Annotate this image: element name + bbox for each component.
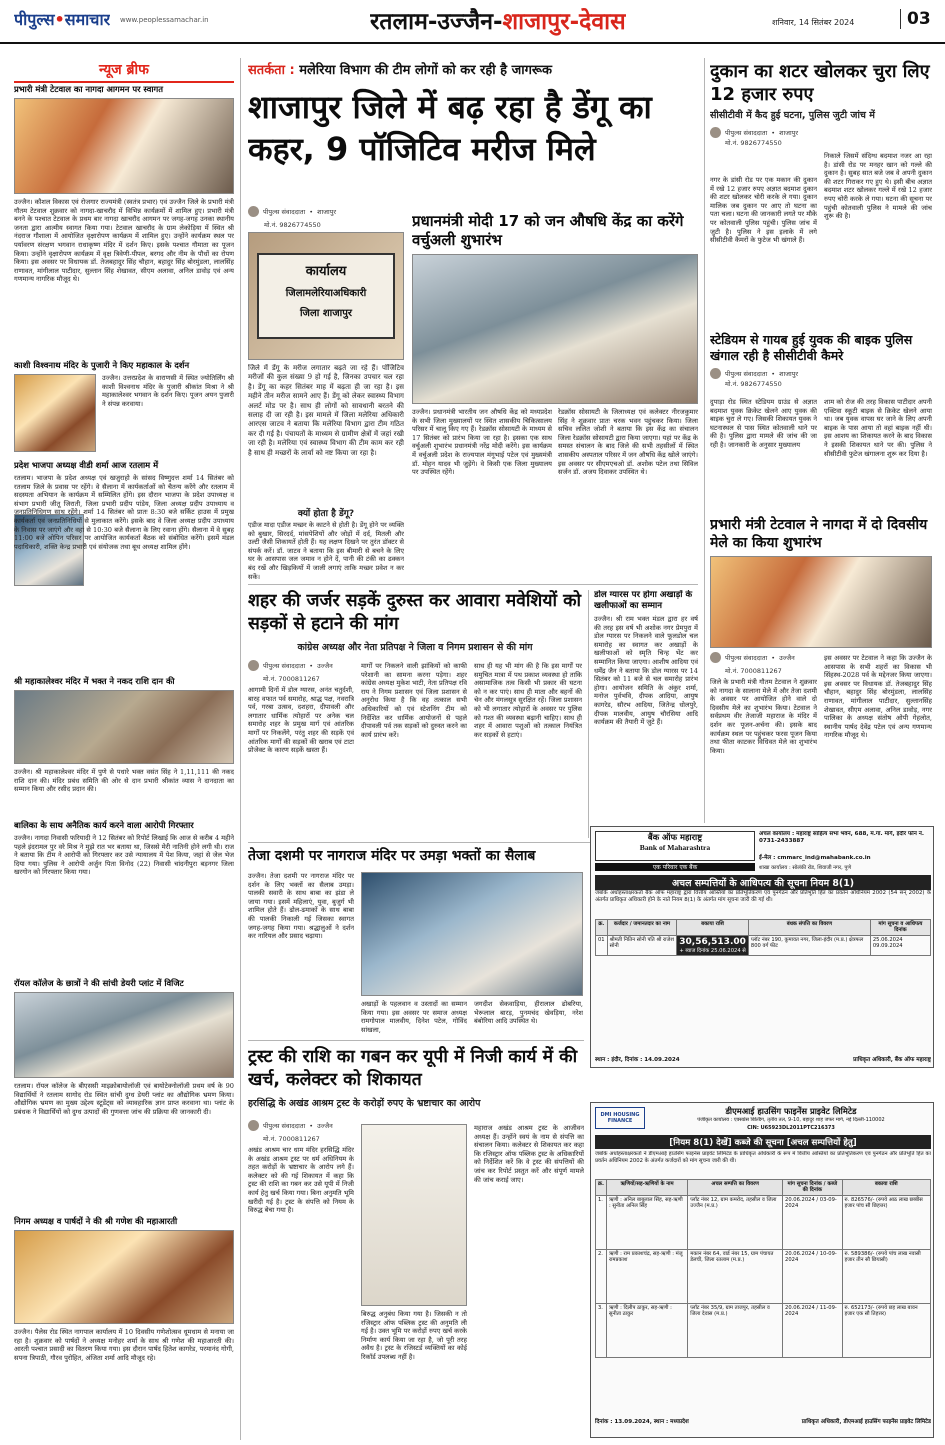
brand-right: समाचार [64,10,111,29]
brief-title: रॉयल कॉलेज के छात्रों ने की सांची डेयरी प्लांट में विजिट [14,978,184,988]
masthead [0,0,945,44]
byline-place: उज्जैन [317,1122,333,1130]
byline-name: पीपुल्स संवाददाता [263,1122,306,1130]
byline-name: पीपुल्स संवाददाता [725,129,768,137]
bank-branch: शाखा कार्यालय : सोलंकी रोड, शिवाजी नगर, पुणे [759,865,852,871]
dmi-footer: दिनांक : 13.09.2024, स्थान : मध्यप्रदेश [595,1419,689,1425]
dmi-row-no: 1. [596,1195,607,1249]
shop-headline[interactable]: दुकान का शटर खोलकर चुरा लिए 12 हजार रुपए [710,61,930,105]
dmi-table-wrap [595,1179,931,1358]
dmi-col-amount: बकाया राशि [842,1180,930,1196]
mela-byline: पीपुल्स संवाददाता • उज्जैन [710,652,795,663]
brief-item [14,1216,234,1440]
roads-byline: पीपुल्स संवाददाता • उज्जैन [248,660,333,671]
shop-col2: निकाले जिसमें संदिग्ध बदमाश नजर आ रहा है। डांसी रोड पर मनहर खान को गल्ले की दुकान है। सुबह सात बजे जब वे अपनी दुकान की शटर गिराकर गए हुए थे। इसी बीच अज्ञात बदमाश शटर खोलकर गल्ले में रखे 12 हजार रुपए चोरी करके ले गया। घटना की सूचना पर पहुंची कोतवाली पुलिस ने मामले की जांच शुरू की है। [824,152,932,221]
bank-name-en: Bank of Maharashtra [639,843,711,852]
bank-col-property: बंधक संपत्ति का विवरण [748,920,870,936]
office-sign-line1: कार्यालय [305,264,347,279]
dengue-info-box [248,506,404,580]
office-sign-photo [248,232,404,360]
bike-col2: शाम को रोज की तरह विकास पाटीदार अपनी एक्टिवा स्कूटी बाइक से क्रिकेट खेलने आया था। जब युवक वापस घर जाने के लिए अपनी बाइक के पास आया तो वहां बाइक नहीं थी। इस आशय का शिकायत करने के बाद विकास ने इसकी शिकायत थाने पर की। पुलिस ने सीसीटीवी फुटेज खंगालना शुरू कर दिया है। [824,398,932,458]
brief-heading: न्यूज ब्रीफ [14,60,234,83]
roads-story [248,590,582,840]
dmi-notice-title: [नियम 8(1) देखें] कब्जे की सूचना [अचल सम्पत्तियों हेतु] [595,1135,931,1149]
brand-left: पीपुल्स [14,10,55,29]
lead-mobile: मो.नं. 9826774550 [264,221,321,229]
bank-notice-title: अचल सम्पत्तियों के आधिपत्य की सूचना नियम 8(1) [595,875,931,890]
office-sign-line2: जिलामलेरियाअधिकारी [285,288,367,299]
page-number: 03 [900,9,931,29]
mela-photo [710,556,932,648]
modi-col1: उज्जैन। प्रधानमंत्री भारतीय जन औषधि केंद्र को मध्यप्रदेश के सभी जिला मुख्यालयों पर स्थित शासकीय चिकित्सालय परिसर में चालू किए गए हैं। रेडक्रॉस सोसायटी के माध्यम से 17 सितंबर को प्रारंभ किया जा रहा है। इसका एक साथ वर्चुअली शुभारंभ प्रधानमंत्री नरेंद्र मोदी करेंगे। इस कार्यक्रम में वर्चुअली प्रदेश के राज्यपाल मंगूभाई पटेल एवं मुख्यमंत्री डॉ. मोहन यादव भी जुड़ेंगे। वे किसी एक जिला मुख्यालय पर उपस्थित रहेंगे। [412,408,552,477]
kicker-text: मलेरिया विभाग की टीम लोगों को कर रही है जागरूक [299,63,553,78]
brief-item [14,84,234,352]
lead-body: जिले में डेंगू के मरीज लगातार बढ़ते जा रहे हैं। पॉजिटिव मरीजों की कुल संख्या 9 हो गई है, जिनका उपचार चल रहा है। डेंगू का कहर सितंबर माह में बढ़ता ही जा रहा है। इस महीने तीन मरीज सामने आए हैं। डेंगू को लेकर स्वास्थ्य विभाग अलर्ट मोड पर है। साथ ही लोगों को सावधानी बरतने की सलाह दी जा रही है। इस मामले में जिला मलेरिया अधिकारी आरएस जाटव ने बताया कि मलेरिया विभाग द्वारा टीम गठित कर दी गई है। पंचायतों के माध्यम से ग्रामीण क्षेत्रों में जहां रखी जा रही है। मलेरिया एवं स्वास्थ्य विभाग की टीम काम कर रही है साथ ही मच्छरों के लार्वा को नष्ट किया जा रहा है। [248,364,404,457]
brief-photo-college [14,992,234,1078]
dmi-row-property: मकान नंबर 64, वार्ड नंबर 15, ग्राम पंचायत डेलची, जिला रतलाम (म.प्र.) [688,1249,783,1303]
dmi-row-no: 2. [596,1249,607,1303]
bank-table-wrap [595,919,931,956]
column-divider [704,58,705,823]
section-title-accent: शाजापुर-देवास [502,9,626,35]
bank-logo-block [595,831,755,861]
trust-col3: महाराज अखंड आश्रम ट्रस्ट के आजीवन अध्यक्ष हैं। उन्होंने स्वयं के नाम से संपत्ति का संचालन किया। कलेक्टर से शिकायत कर कहा कि रजिस्ट्रार ऑफ पब्लिक ट्रस्ट के अधिकारियों को निर्देशित करें कि वे ट्रस्ट की संपत्तियों की जांच कर रिपोर्ट प्रस्तुत करें और संपूर्ण मामले की जांच कराई जाए। [474,1124,584,1184]
brief-item [14,360,234,454]
brief-photo-donation [14,690,234,764]
mela-mobile: मो.नं. 7000811267 [725,667,782,675]
roads-col2: मार्गों पर निकलने वाली झांकियों को काफी परेशानी का सामना करना पड़ेगा। शहर कांग्रेस अध्यक्ष मुकेश भाटी, नेता प्रतिपक्ष रवि राय ने निगम प्रशासन एवं जिला प्रशासन से अनुरोध किया है कि वह तत्काल सभी अधिकारियों को एवं स्टेशनिंग टीम को निर्देशित कर धार्मिक आयोजनों से पहले दीपावली पर्व तक सड़कों को दुरुस्त करने का कार्य प्रारंभ करें। [361,662,467,739]
roads-sub: कांग्रेस अध्यक्ष और नेता प्रतिपक्ष ने जिला व निगम प्रशासन से की मांग [297,642,533,653]
naag-col3: जगदीश सेकवाड़िया, हीरालाल ढोबरिया, भेरूलाल बारड़, पुनमचंद खेवड़िया, नरेश बंबोरिया आदि उपस्थित थे। [474,1000,583,1026]
trust-col1: अखंड आश्रम चार धाम मंदिर हरसिद्धि मंदिर के अखंड आश्रम ट्रस्ट पर धर्म अधिनियम के तहत करोड़ों के भ्रष्टाचार के आरोप लगे हैं। कलेक्टर को की गई शिकायत में कहा कि ट्रस्ट की राशि का गबन कर उसे यूपी में निजी कार्य हेतु खर्च किया गया। बिना अनुमति भूमि खरीदी गई है। ट्रस्ट के संपत्ति को नियम के विरुद्ध बेचा गया है। [248,1146,354,1215]
dmi-col-property: अचल सम्पत्ति का विवरण [688,1180,783,1196]
byline-name: पीपुल्स संवाददाता [725,370,768,378]
modi-col2: रेडक्रॉस सोसायटी के जिलाध्यक्ष एवं कलेक्टर नीरजकुमार सिंह ने शुक्रवार प्रातः चरक भवन पहुंचकर किया। जिला सचिव ललित जोशी ने बताया कि इस केंद्र का संचालन जिला रेडक्रॉस सोसायटी द्वारा किया जाएगा। यहां पर केंद्र के समस्त संचालन के बाद जिले की सभी तहसीलों में स्थित शासकीय अस्पताल परिसर में जन औषधि केंद्र खोले जाएंगे। इस अवसर पर सीएमएचओ डॉ. अशोक पटेल तथा सिविल सर्जन डॉ. अजय दिवाकर उपस्थित थे। [558,408,698,477]
dmi-logo: DMI HOUSING FINANCE [595,1107,645,1129]
news-brief-column [14,60,234,1440]
bank-row-property: प्लॉट नंबर 190, कुमावत नगर, जिला-इंदौर (म.प्र.) क्षेत्रफल 800 वर्ग फीट [748,935,870,955]
table-row [596,935,931,955]
modi-headline[interactable]: प्रधानमंत्री मोदी 17 को जन औषधि केंद्र का करेंगे वर्चुअली शुभारंभ [412,212,684,249]
avatar [710,127,721,138]
dmi-row-name: ऋणी : दिलीप ठाकुर, सह-ऋणी : सुनीता ठाकुर [606,1303,687,1357]
bank-row-dates: 25.06.2024 09.09.2024 [870,935,930,955]
bike-col1: दुपाड़ा रोड स्थित स्टेडियम ग्राउंड से अज्ञात बदमाश युवक क्रिकेट खेलने आए युवक की बाइक चुरा ले गए। जिसकी शिकायत युवक ने घटनास्थल से पास स्थित कोतवाली थाने पर की है। पुलिस द्वारा मामले की जांच की जा रही है। जानकारी के अनुसार मुख्यालय [710,398,817,449]
byline-name: पीपुल्स संवाददाता [263,208,306,216]
naag-col1: उज्जैन। तेजा दशमी पर नागराज मंदिर पर दर्शन के लिए भक्तों का सैलाब उमड़ा। पालकी सवारी के साथ बाबा का झंडा ले जाया गया। इसमें महिलाएं, युवा, बुजुर्ग भी शामिल होते हैं। ढोल-ढमाकों के साथ बाबा की पालकी निकाली गई जिसका स्वागत जगह-जगह किया गया। श्रद्धालुओं ने दर्शन कर नारियल और प्रसाद चढ़ाया। [248,872,354,941]
box-text: एडीज मादा एडीज मच्छर के काटने से होती है। डेंगू होने पर व्यक्ति को बुखार, सिरदर्द, मांसपेशियों और जोड़ों में दर्द, मितली और उल्टी जैसी शिकायतें होती हैं। यह लक्षण दिखने पर तुरंत डॉक्टर से संपर्क करें। डॉ. जाटव ने बताया कि इस बीमारी से बचने के लिए घर के आसपास जल जमाव न होने दें, पानी की टंकी का ढक्कन बंद रखें और खिड़कियों में जाली लगाएं ताकि मच्छर प्रवेश न कर सकें। [248,521,404,580]
kicker-label: सतर्कता : [248,63,295,78]
brief-item [14,820,234,970]
office-sign-line3: जिला शाजापुर [299,308,353,319]
shop-mobile: मो.नं. 9826774550 [725,139,782,147]
brief-body: उज्जैन। नागदा निवासी फरियादी ने 12 सितंबर को रिपोर्ट लिखाई कि आज से करीब 4 महीने पहले इंदरामल पुर वरे मिश्र ने मुझे रात भर बताया था, जिससे मेरी नातिनी होने लगी थी। राज ने बताया कि टीम ने आरोपी को गिरफ्तार कर उसे न्यायालय में पेश किया, जहां से जेल भेज दिया गया। पुलिस ने आरोपी अर्जुन पिता विनोद (22) निवासी चांदनीपुरा बड़नगर जिला खरगोन को गिरफ्तार किया गया। [14,834,234,877]
dmi-row-name: ऋणी : राम प्रकाशचंद्र, सह-ऋणी : मंजू रामप्रकाश [606,1249,687,1303]
modi-story [412,212,698,580]
avatar [710,368,721,379]
box-title: क्यों होता है डेंगू? [297,509,355,519]
brief-title: निगम अध्यक्ष व पार्षदों ने की श्री गणेश की महाआरती [14,1216,178,1226]
shop-sub: सीसीटीवी में कैद हुई घटना, पुलिस जुटी जांच में [710,110,875,121]
dmi-row-amount: रु. 826576/- (रुपये आठ लाख छब्बीस हजार पांच सौ छिहत्तर) [842,1195,930,1249]
bike-mobile: मो.नं. 9826774550 [725,380,782,388]
avatar [248,206,259,217]
table-row [596,1249,931,1303]
column-divider [240,58,241,1440]
dol-headline[interactable]: डोल ग्यारस पर होगा अखाड़ों के खलीफाओं का सम्मान [594,590,693,611]
roads-headline[interactable]: शहर की जर्जर सड़कें दुरुस्त कर आवारा मवेशियों को सड़कों से हटाने की मांग [248,591,582,634]
dmi-row-name: ऋणी : अनिल बाबूलाल सिंह, सह-ऋणी : सुनीता अनिल सिंह [606,1195,687,1249]
modi-photo [412,254,698,404]
dmi-signature: प्राधिकृत अधिकारी, डीएमआई हाउसिंग फाइनेंस प्राइवेट लिमिटेड [801,1419,931,1425]
brief-item [14,460,234,670]
brief-body: उज्जैन। पैलेस रोड स्थित नागपाल कार्यालय में 10 दिवसीय गणेशोत्सव धूमधाम से मनाया जा रहा है। शुक्रवार को पार्षदों ने अध्यक्ष मनोहर शर्मा के साथ श्री गणेश की महाआरती की। आरती पश्चात प्रसादी का वितरण किया गया। इस दौरान पार्षद हितेश कागरेड, परमानंद गोगी, सपना त्रिपाठी, गौरव पुरोहित, अंजिता शर्मा आदि मौजूद रहे। [14,1328,234,1362]
byline-place: उज्जैन [779,654,795,662]
bank-col-amount: बकाया राशि [677,920,749,936]
brief-title: काशी विश्वनाथ मंदिर के पुजारी ने किए महाकाल के दर्शन [14,360,190,370]
bank-table [595,919,931,956]
dmi-intro: जबकि अधोहस्ताक्षरकर्ता ने डीएमआई हाउसिंग फाइनेंस प्राइवेट लिमिटेड के प्राधिकृत अधिकारी के रूप में वित्तीय आस्तियों का प्रतिभूतिकरण एवं पुनर्गठन और प्रतिभूति हित का प्रवर्तन अधिनियम 2002 के अंतर्गत कर्जदारों को मांग सूचना जारी की थी। [595,1151,931,1164]
bank-row-name: श्रीमती नितिन सोनी पति श्री राजेश सोनी [607,935,677,955]
brief-item [14,676,234,814]
section-divider [248,584,698,585]
avatar [248,660,259,671]
bank-col-no: क्र. [596,920,608,936]
brief-body: उज्जैन। कौशल विकास एवं रोजगार राज्यमंत्री (स्वतंत्र प्रभार) एवं उज्जैन जिले के प्रभारी मंत्री गौतम टेटवाल शुक्रवार को नागदा-खाचरौद में विभिन्न कार्यक्रमों में शामिल हुए। प्रभारी मंत्री बनने के पश्चात टेटवाल के प्रथम बार नागदा खाचरौद आगमन पर जगह-जगह उनका स्थानीय जनता द्वारा आत्मीय स्वागत किया गया। टेटवाल खाचरौद के ग्राम लेकोड़िया में स्थित श्री नंदराज गौशाला में आयोजित वृक्षारोपण कार्यक्रम में शामिल हुए। उन्होंने कार्यक्रम स्थल पर पर्यावरण संरक्षण भगवान राधाकृष्ण मंदिर में दर्शन किए। इसके पश्चात गौमाता का पूजन किया। उन्होंने वृक्षारोपण कार्यक्रम में वृक्ष त्रिवेणी-पीपल, बरगद और नीम के पौधों का रोपण किया। इस अवसर पर विधायक डॉ. तेजबहादुर सिंह चौहान, बहादुर सिंह बोरमुंडला, लालसिंह राणावत, मांगीलाल पाटीदार, सुल्तान सिंह शेखावत, सीएम अलावा, अनिल डावोड़ एवं अन्य गणमान्य नागरिक मौजूद थे। [14,198,234,284]
bank-tagline: एक परिवार एक बैंक [595,863,755,871]
issue-date: शनिवार, 14 सितंबर 2024 [772,18,855,27]
brief-photo-tetwal [14,98,234,194]
mela-story [710,516,932,822]
dol-story [594,590,698,838]
brief-body: रतलाम। रॉयल कॉलेज के बीएससी माइक्रोबायोलॉजी एवं बायोटेक्नोलॉजी प्रथम वर्ष के 90 विद्यार्थियों ने रतलाम सागोद रोड स्थित सांची दुग्ध डेयरी प्लांट का औद्योगिक भ्रमण किया। औद्योगिक भ्रमण का मुख्य उद्देश्य स्टूडेंट्स को व्यावहारिक ज्ञान प्राप्त करवाना था। प्लांट के प्रबंधक ने विद्यार्थियों को दुग्ध उत्पादों की गुणवत्ता जांच की प्रक्रिया की जानकारी दी। [14,1082,234,1116]
lead-headline[interactable]: शाजापुर जिले में बढ़ रहा है डेंगू का कहर, 9 पॉजिटिव मरीज मिले [248,88,652,168]
trust-headline[interactable]: ट्रस्ट की राशि का गबन कर यूपी में निजी कार्य में की खर्च, कलेक्टर को शिकायत [248,1047,578,1090]
brief-item [14,978,234,1208]
section-title-main: रतलाम-उज्जैन- [370,9,503,35]
roads-col3: साथ ही यह भी मांग की है कि इस मार्गों पर समुचित मात्रा में पथ प्रकाश व्यवस्था हो ताकि असामाजिक तत्व किसी भी प्रकार की घटना को न कर पाएं। साथ ही माता और बहनों की चेन और मंगलसूत्र सुरक्षित रहें। जिला प्रशासन को भी लगातार त्योहारों के अवसर पर पुलिस को गश्त की व्यवस्था बढ़ानी चाहिए। साथ ही शहर में आवारा पशुओं को तत्काल नियंत्रित कर सड़कों से हटाएं। [474,662,582,739]
byline-place: उज्जैन [317,662,333,670]
brief-title: प्रदेश भाजपा अध्यक्ष वीडी शर्मा आज रतलाम में [14,460,159,470]
bank-col-dates: मांग सूचना व आधिपत्य दिनांक [870,920,930,936]
dmi-row-property: प्लॉट नंबर 12, ग्राम कमरोद, तहसील व जिला उज्जैन (म.प्र.) [688,1195,783,1249]
dmi-cin: CIN: U65923DL2011PTC216373 [747,1125,835,1131]
section-divider [248,1040,584,1041]
dmi-col-name: ऋणियों/सह-ऋणियों के नाम [606,1180,687,1196]
roads-col1: आगामी दिनों में डोल ग्यारस, अनंत चतुर्दशी, बारह वफात पर्व समारोह, श्राद्ध पक्ष, नवरात्रि पर्व, गरबा उत्सव, दशहरा, दीपावली और लगातार धार्मिक त्योहारों पर अनेक चल समारोह शहर के प्रमुख मार्ग एवं आंतरिक मार्गों पर निकलेंगे, परंतु शहर की सड़कें एवं आंतरिक मार्गों की सड़कों की खराब एवं टाटा प्रोजेक्ट के कारण सड़कें खस्ता हैं। [248,686,354,755]
bank-signature: प्राधिकृत अधिकारी, बैंक ऑफ महाराष्ट्र [853,1057,931,1063]
dmi-table [595,1179,931,1358]
dmi-col-dates: मांग सूचना दिनांक / कब्जे की दिनांक [783,1180,843,1196]
bank-name: बैंक ऑफ महाराष्ट्र [647,832,703,842]
lead-byline: पीपुल्स संवाददाता • शाजापुर [248,206,448,217]
dmi-address: पंजीकृत कार्यालय : एक्सप्रेस बिल्डिंग, तृतीय तल, 9-10, बहादुर शाह जफर मार्ग, नई दिल्ली-110002 [697,1117,885,1123]
dmi-row-dates: 20.06.2024 / 03-09-2024 [783,1195,843,1249]
trust-document-photo [361,1124,467,1306]
trust-byline: पीपुल्स संवाददाता • उज्जैन [248,1120,333,1131]
avatar [710,652,721,663]
table-row [596,1303,931,1357]
brief-photo-ganesh [14,1230,234,1324]
trust-col2: बिरुद्ध अनुबंध किया गया है। जिसकी न तो रजिस्ट्रार ऑफ पब्लिक ट्रस्ट की अनुमति ली गई है। उक्त भूमि पर करोड़ों रुपए खर्च करके निर्माण कार्य किया जा रहा है, जो पूरी तरह अवैध है। ट्रस्ट के रजिस्टर्ड व्यक्तियों का कोई रिकॉर्ड उपलब्ध नहीं है। [361,1310,467,1361]
mela-headline[interactable]: प्रभारी मंत्री टेटवाल ने नागदा में दो दिवसीय मेले का किया शुभारंभ [710,517,928,551]
bank-row-amount: 30,56,513.00 [679,936,746,947]
brief-title: प्रभारी मंत्री टेटवाल का नागदा आगमन पर स्वागत [14,84,164,94]
brand-logo[interactable]: पीपुल्स•समाचार [14,10,111,29]
byline-place: शाजापुर [779,370,799,378]
trust-mobile: मो.नं. 7000811267 [263,1135,320,1143]
dmi-row-dates: 20.06.2024 / 11-09-2024 [783,1303,843,1357]
dmi-row-dates: 20.06.2024 / 10-09-2024 [783,1249,843,1303]
dmi-row-no: 3. [596,1303,607,1357]
byline-name: पीपुल्स संवाददाता [725,654,768,662]
avatar [248,1120,259,1131]
bank-row-amount-cell [677,935,749,955]
brief-title: श्री महाकालेश्वर मंदिर में भक्त ने नकद राशि दान की [14,676,175,686]
dmi-col-no: क्र. [596,1180,607,1196]
shop-byline: पीपुल्स संवाददाता • शाजापुर [710,127,932,138]
dol-body: उज्जैन। श्री राम भक्त मंडल द्वारा हर वर्ष की तरह इस वर्ष भी अशोक नगर प्रेमपुरा में डोल ग्यारस पर निकलने वाले फूलडोल चल समारोह का स्वागत कर अखाड़ों के खलीफाओं को स्मृति चिन्ह भेंट कर सम्मानित किया जाएगा। आशीष आदिया एवं धर्मेंद्र जैन ने बताया कि डोल ग्यारस पर 14 सितंबर को 11 बजे से चल समारोह प्रारंभ होगा। आयोजन समिति के अंकुर शर्मा, मनोज पुर्वभवि, दीपक आदिया, आयुष कागरेड, सौरभ आदिया, जितेन्द्र धोलपुरे, दीपक मालवीय, आयुष चौरसिया आदि कार्यक्रम की तैयारी में जुटे हैं। [594,615,698,727]
byline-place: शाजापुर [317,208,337,216]
bike-story [710,332,932,508]
section-title [370,4,626,36]
dmi-row-property: प्लॉट नंबर 35/9, ग्राम ताजपुर, तहसील व जिला देवास (म.प्र.) [688,1303,783,1357]
naag-col2: अखाड़ों के पहलवान व उस्तादों का सम्मान किया गया। इस अवसर पर समाज अध्यक्ष रामगोपाल मालवीय, दिनेश पटेल, गोविंद सांखला, [361,1000,467,1034]
trust-story [248,1046,584,1440]
bank-footer: स्थान : इंदौर, दिनांक : 14.09.2024 [595,1057,680,1063]
bank-email: ई-मेल : cmmarc_ind@mahabank.co.in [759,855,871,861]
brief-body: रतलाम। भाजपा के प्रदेश अध्यक्ष एवं खजुराहो के सांसद विष्णुदत्त शर्मा 14 सितंबर को रतलाम जिले के प्रवास पर रहेंगे। वे सैलाना में कार्यकर्ताओं को चैतन्य करेंगे और रतलाम में सदस्यता अभियान के कार्यक्रम में सम्मिलित होंगे। इस दौरान भाजपा के प्रदेश उपाध्यक्ष व संभाग प्रभारी जीतू जिराती, जिला प्रभारी प्रदीप पांडेय, जिला अध्यक्ष प्रदीप उपाध्याय व जनप्रतिनिधिगण साथ रहेंगे। शर्मा 14 सितंबर को प्रातः 8:30 बजे सर्किट हाउस में प्रमुख कार्यकर्ता एवं जनप्रतिनिधियों से मुलाकात करेंगे। इसके बाद वे जिला अध्यक्ष प्रदीप उपाध्याय के निवास पर जाएंगे और वहां से 10:30 बजे सैलाना के लिए रवाना होंगे। सैलाना में वे सुबह 11:00 बजे ओपिन परिसर पर आयोजित कार्यकर्ता बैठक को संबोधित करेंगे। इसमें मंडल पदाधिकारी, शक्ति केन्द्र प्रभारी एवं संयोजक तथा बूथ अध्यक्ष शामिल होंगे। [14,474,234,551]
shop-col1: नगर के डांसी रोड पर एक मकान की दुकान में रखे 12 हजार रुपए अज्ञात बदमाश दुकान की शटर खोलकर चोरी करके ले गया। दुकान मालिक जब दुकान पर आए तो घटना का पता चला। घटना की जानकारी लगते पर मौके पर कोतवाली पुलिस पहुंची। पुलिस जांच में जुटी है। पुलिस ने इस इलाके में लगे सीसीटीवी कैमरों के फुटेज भी खंगाले हैं। [710,176,817,245]
bank-maharashtra-ad [590,826,934,1068]
table-row [596,1195,931,1249]
dmi-row-amount: रु. 589386/- (रुपये पांच लाख नवासी हजार तीन सौ छियासी) [842,1249,930,1303]
mela-col1: जिले के प्रभारी मंत्री गौतम टेटवाल ने शुक्रवार को नागदा के सालाना मेले में और तेजा दशमी के अवसर पर आयोजित होने वाले दो दिवसीय मेले का शुभारंभ किया। टेटवाल ने सर्वप्रथम वीर तेजाजी महाराज के मंदिर में दर्शन कर पूजन-अर्चना की। इसके बाद कार्यक्रम स्थल पर पहुंचकर फरस पूजन किया तथा फीता काटकर विधिवत मेले का शुभारंभ किया। [710,678,817,755]
bank-col-name: कर्जदार / जमानतदार का नाम [607,920,677,936]
dmi-housing-ad [590,1102,934,1438]
trust-sub: हरसिद्धि के अखंड आश्रम ट्रस्ट के करोड़ों रुपए के भ्रष्टाचार का आरोप [248,1098,481,1109]
bank-row-extra: + ब्याज दिनांक 25.06.2024 से [679,947,746,954]
office-sign-board [257,253,395,339]
website[interactable]: www.peoplessamachar.in [120,16,209,24]
bank-office: अंचल कार्यालय : महाराष्ट्र साहित्य सभा भवन, 688, म.गां. मार्ग, इंदौर फोन नं. 0731-2433887 [759,831,925,845]
dmi-company: डीएमआई हाउसिंग फाइनेंस प्राइवेट लिमिटेड [725,1106,857,1116]
byline-name: पीपुल्स संवाददाता [263,662,306,670]
shop-story [710,60,932,326]
bank-intro: जबकि अधोहस्ताक्षरकर्ता बैंक ऑफ महाराष्ट्र द्वारा वित्तीय आस्तियों का प्रतिभूतिकरण एवं पुनर्गठन और प्रतिभूति हित का प्रवर्तन अधिनियम 2002 (54 सन् 2002) के अंतर्गत प्राधिकृत अधिकारी होने के नाते नियम 8(1) के अंतर्गत मांग सूचना जारी की गई थी। [595,890,931,903]
brief-photo-priest [14,374,96,452]
byline-place: शाजापुर [779,129,799,137]
bike-headline[interactable]: स्टेडियम से गायब हुई युवक की बाइक पुलिस खंगाल रही है सीसीटीवी कैमरे [710,332,913,363]
naag-photo [361,872,583,996]
mela-col2: इस अवसर पर टेटवाल ने कहा कि उज्जैन के आसपास के सभी शहरों का विकास भी सिंहस्थ-2028 पर्व के मद्देनजर किया जाएगा। इस अवसर पर विधायक डॉ. तेजबहादुर सिंह चौहान, बहादुर सिंह बोरमुंडला, लालसिंह राणावत, मांगीलाल पाटीदार, सुल्तानसिंह शेखावत, सीएम अलावा, अनिल डावोड़, नगर पालिका के अध्यक्ष संतोष ओपी गेहलोत, स्थानीय पार्षद देवेंद्र पटेल एवं अन्य गणमान्य नागरिक मौजूद थे। [824,654,932,740]
lead-kicker [248,60,698,78]
bike-byline: पीपुल्स संवाददाता • शाजापुर [710,368,932,379]
brief-title: बालिका के साथ अनैतिक कार्य करने वाला आरोपी गिरफ्तार [14,820,194,830]
column-divider [588,590,589,838]
bank-row-no: 01 [596,935,608,955]
brief-body: उज्जैन। श्री महाकालेश्वर मंदिर में पुणे से पधारे भक्त वसंत सिंह ने 1,11,111 की नकद राशि दान की। मंदिर प्रबंध समिति की ओर से दान प्रभारी श्रीकांत व्यास ने दानदाता का सम्मान किया और रसीद प्रदान की। [14,768,234,794]
roads-mobile: मो.नं. 7000811267 [263,675,320,683]
brief-body: उज्जैन। उत्तरप्रदेश के वाराणसी में स्थित ज्योतिर्लिंग श्री काशी विश्वनाथ मंदिर के पुजारी श्रीकांत मिश्रा ने श्री महाकालेश्वर भगवान के दर्शन किए। पूजन अयन पुजारी ने संपन्न करवाया। [102,374,234,408]
naag-headline[interactable]: तेजा दशमी पर नागराज मंदिर पर उमड़ा भक्तों का सैलाब [248,848,536,864]
dmi-row-amount: रु. 652173/- (रुपये छह लाख बावन हजार एक सौ तिहत्तर) [842,1303,930,1357]
